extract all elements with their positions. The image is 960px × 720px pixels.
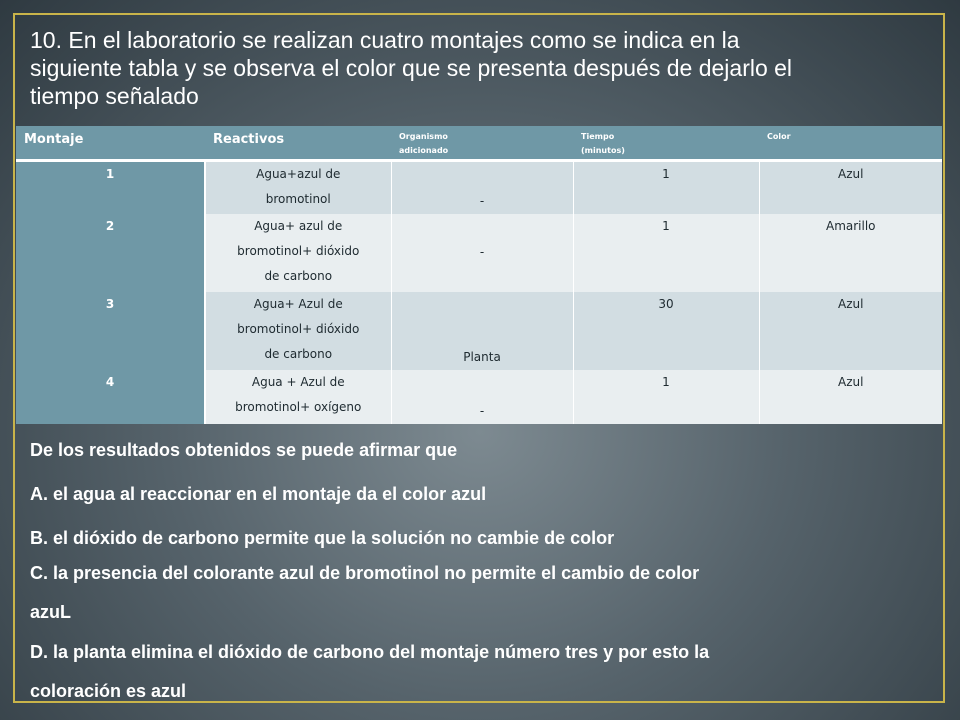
cell-tiempo: 1	[573, 161, 759, 214]
table-row	[16, 214, 942, 292]
cell-color: Azul	[759, 370, 942, 424]
cell-organismo: Planta	[391, 292, 573, 371]
answer-prompt: De los resultados obtenidos se puede afirmar que	[30, 440, 458, 460]
option-c	[30, 554, 950, 632]
experiment-table	[16, 126, 942, 424]
header-tiempo	[573, 126, 759, 161]
reactivo-line: Agua + Azul de	[251, 375, 345, 390]
cell-color: Amarillo	[759, 214, 942, 292]
reactivo-line: de carbono	[264, 268, 333, 283]
option-d-line: D. la planta elimina el dióxido de carbono del montaje número tres y por esto la	[30, 642, 710, 662]
header-organismo	[391, 126, 573, 161]
cell-organismo: -	[391, 214, 573, 292]
cell-color: Azul	[759, 161, 942, 214]
question-line: tiempo señalado	[30, 83, 199, 109]
reactivo-line: bromotinol	[265, 192, 331, 207]
question-text	[30, 26, 930, 110]
header-color: Color	[759, 126, 942, 161]
cell-tiempo: 30	[573, 292, 759, 371]
cell-reactivos	[205, 161, 391, 214]
option-b: B. el dióxido de carbono permite que la solución no cambie de color	[30, 528, 615, 548]
reactivo-line: bromotinol+ dióxido	[237, 321, 360, 336]
option-d	[30, 633, 950, 711]
cell-organismo: -	[391, 370, 573, 424]
reactivo-line: Agua+azul de	[256, 167, 341, 182]
reactivo-line: Agua+ Azul de	[253, 296, 343, 311]
cell-reactivos	[205, 370, 391, 424]
cell-reactivos	[205, 292, 391, 371]
option-a: A. el agua al reaccionar en el montaje da el color azul	[30, 484, 487, 504]
reactivo-line: de carbono	[264, 346, 333, 361]
cell-reactivos	[205, 214, 391, 292]
cell-montaje: 1	[16, 161, 205, 214]
table-row	[16, 292, 942, 371]
header-reactivos: Reactivos	[205, 126, 391, 161]
table-row	[16, 370, 942, 424]
reactivo-line: Agua+ azul de	[254, 218, 343, 233]
reactivo-line: bromotinol+ oxígeno	[235, 400, 362, 415]
cell-tiempo: 1	[573, 214, 759, 292]
header-organismo-line: adicionado	[399, 146, 449, 155]
cell-montaje: 2	[16, 214, 205, 292]
header-tiempo-line: (minutos)	[581, 146, 625, 155]
cell-tiempo: 1	[573, 370, 759, 424]
cell-montaje: 4	[16, 370, 205, 424]
table-row	[16, 161, 942, 214]
cell-organismo: -	[391, 161, 573, 214]
header-organismo-line: Organismo	[399, 132, 448, 141]
question-line: siguiente tabla y se observa el color que se presenta después de dejarlo el	[30, 55, 793, 81]
cell-color: Azul	[759, 292, 942, 371]
question-line: 10. En el laboratorio se realizan cuatro montajes como se indica en la	[30, 27, 740, 53]
header-montaje: Montaje	[16, 126, 205, 161]
option-c-line: azuL	[30, 602, 72, 622]
table-header-row	[16, 126, 942, 161]
header-tiempo-line: Tiempo	[581, 132, 615, 141]
reactivo-line: bromotinol+ dióxido	[237, 243, 360, 258]
cell-montaje: 3	[16, 292, 205, 371]
option-c-line: C. la presencia del colorante azul de bromotinol no permite el cambio de color	[30, 563, 700, 583]
option-d-line: coloración es azul	[30, 681, 187, 701]
